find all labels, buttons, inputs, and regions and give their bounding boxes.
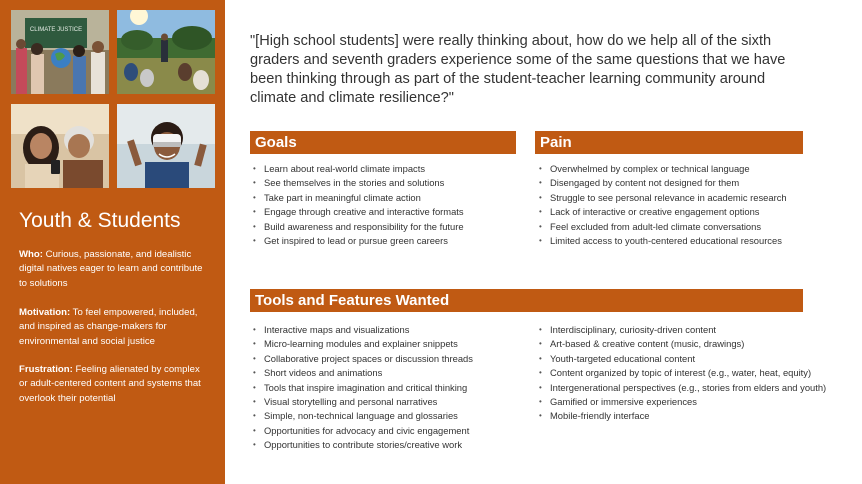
list-item: • See themselves in the stories and solutions [250,176,464,190]
photo-vr-headset [117,104,215,188]
persona-motivation [19,306,209,349]
tools-list-left [250,323,473,453]
list-item: • Opportunities for advocacy and civic engagement [250,424,473,438]
persona-title: Youth & Students [19,209,181,232]
list-item: • Interdisciplinary, curiosity-driven content [536,323,826,337]
photo-outdoor-class [117,10,215,94]
persona-sidebar [0,0,225,484]
list-item: • Mobile-friendly interface [536,409,826,423]
list-item: • Micro-learning modules and explainer snippets [250,337,473,351]
list-item: • Content organized by topic of interest (e.g., water, heat, equity) [536,366,826,380]
persona-frustration [19,363,209,406]
who-label: Who: [19,249,43,260]
list-item: • Learn about real-world climate impacts [250,162,464,176]
motivation-label: Motivation: [19,307,71,318]
list-item: • Disengaged by content not designed for them [536,176,787,190]
list-item: • Visual storytelling and personal narratives [250,395,473,409]
goals-list [250,162,464,248]
list-item: • Take part in meaningful climate action [250,191,464,205]
tools-list-right [536,323,826,424]
goals-heading: Goals [250,131,516,154]
motivation-text: To feel empowered, included, and inspired as change-makers for environmental and social justice [19,307,198,347]
list-item: • Build awareness and responsibility for the future [250,220,464,234]
list-item: • Interactive maps and visualizations [250,323,473,337]
list-item: • Struggle to see personal relevance in academic research [536,191,787,205]
list-item: • Feel excluded from adult-led climate conversations [536,220,787,234]
list-item: • Youth-targeted educational content [536,352,826,366]
frustration-text: Feeling alienated by complex or adult-centered content and systems that overlook their potential [19,364,201,404]
tools-heading: Tools and Features Wanted [250,289,803,312]
list-item: • Intergenerational perspectives (e.g., stories from elders and youth) [536,381,826,395]
list-item: • Collaborative project spaces or discussion threads [250,352,473,366]
list-item: • Get inspired to lead or pursue green careers [250,234,464,248]
list-item: • Short videos and animations [250,366,473,380]
pain-heading: Pain [535,131,803,154]
list-item: • Simple, non-technical language and glossaries [250,409,473,423]
list-item: • Overwhelmed by complex or technical language [536,162,787,176]
list-item: • Lack of interactive or creative engagement options [536,205,787,219]
persona-who [19,248,209,291]
pain-list [536,162,787,248]
classroom-sign-text: CLIMATE JUSTICE [29,27,83,33]
list-item: • Opportunities to contribute stories/creative work [250,438,473,452]
list-item: • Tools that inspire imagination and critical thinking [250,381,473,395]
list-item: • Limited access to youth-centered educational resources [536,234,787,248]
who-text: Curious, passionate, and idealistic digital natives eager to learn and contribute to solutions [19,249,203,289]
list-item: • Art-based & creative content (music, drawings) [536,337,826,351]
photo-classroom-globe [11,10,109,94]
student-quote: "[High school students] were really thinking about, how do we help all of the sixth graders and seventh graders experience some of the same questions that we have been thinking through as part of the student-teacher learning community around climate and climate resilience?" [250,33,786,106]
list-item: • Gamified or immersive experiences [536,395,826,409]
frustration-label: Frustration: [19,364,73,375]
photo-intergenerational-phone [11,104,109,188]
list-item: • Engage through creative and interactive formats [250,205,464,219]
